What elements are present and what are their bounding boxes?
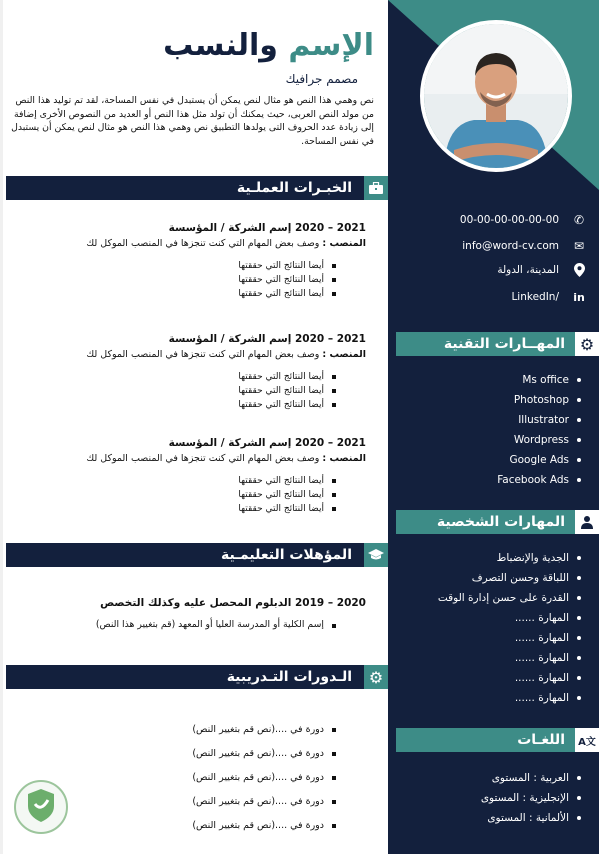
job-result-item: أيضا النتائج التي حققتها — [16, 273, 366, 287]
person-photo-illustration — [424, 24, 568, 168]
job-role-line — [16, 347, 366, 362]
tech-skills-list — [388, 370, 599, 490]
job-results-list — [16, 370, 366, 412]
languages-list — [388, 768, 599, 828]
education-entry — [6, 597, 366, 630]
user-icon — [575, 510, 599, 534]
name-last: والنسب — [163, 28, 278, 63]
personal-skills-header — [396, 510, 599, 534]
experience-title: الخبـرات العملـية — [236, 180, 352, 196]
full-name — [163, 28, 374, 63]
course-item-text: دورة في ....(نص قم بتغيير النص) — [192, 724, 324, 735]
tech-skill-item — [388, 470, 599, 490]
map-pin-icon — [569, 263, 589, 277]
personal-skill-item-text: المهارة ...... — [514, 612, 569, 624]
job-title: مصمم جرافيك — [285, 72, 358, 86]
tech-skill-item — [388, 390, 599, 410]
job-result-item: أيضا النتائج التي حققتها — [16, 502, 366, 516]
location-text: المدينة، الدولة — [497, 264, 559, 276]
tech-skill-item-text: Photoshop — [513, 394, 569, 406]
email-text: info@word-cv.com — [462, 240, 559, 252]
phone-icon: ✆ — [573, 213, 585, 227]
tech-skill-item — [388, 370, 599, 390]
personal-skill-item — [388, 688, 599, 708]
tech-skill-item-text: Ms office — [522, 374, 569, 386]
tech-skills-header — [396, 332, 599, 356]
envelope-icon: ✉ — [573, 239, 585, 253]
personal-skill-item-text: القدرة على حسن إدارة الوقت — [437, 592, 569, 604]
job-entry — [16, 435, 366, 516]
job-title-line: 2021 – 2020 إسم الشركة / المؤسسة — [168, 333, 366, 345]
course-item-text: دورة في ....(نص قم بتغيير النص) — [192, 772, 324, 783]
job-result-item: أيضا النتائج التي حققتها — [16, 488, 366, 502]
course-item — [6, 742, 366, 766]
languages-header — [396, 728, 599, 752]
education-detail-list — [6, 619, 366, 630]
personal-skill-item-text: المهارة ...... — [514, 672, 569, 684]
tech-skills-title: المهــارات التقنية — [443, 336, 565, 352]
language-item — [388, 808, 599, 828]
tech-skill-item-text: Illustrator — [518, 414, 569, 426]
personal-skill-item — [388, 588, 599, 608]
course-item-text: دورة في ....(نص قم بتغيير النص) — [192, 748, 324, 759]
personal-skill-item-text: اللباقة وحسن التصرف — [471, 572, 569, 584]
profile-photo — [420, 20, 572, 172]
language-item-text: العربية : المستوى — [491, 772, 569, 784]
tech-skill-item — [388, 410, 599, 430]
personal-skills-list — [388, 548, 599, 708]
tech-skill-item-text: Wordpress — [513, 434, 569, 446]
courses-title: الـدورات التـدريبية — [226, 669, 352, 685]
job-title-line: 2021 – 2020 إسم الشركة / المؤسسة — [168, 437, 366, 449]
role-label: المنصب : — [322, 453, 366, 464]
personal-skills-title: المهارات الشخصية — [436, 514, 565, 530]
job-entry — [16, 220, 366, 301]
job-result-item: أيضا النتائج التي حققتها — [16, 370, 366, 384]
role-label: المنصب : — [322, 349, 366, 360]
personal-skill-item — [388, 608, 599, 628]
linkedin-text: LinkedIn/ — [511, 291, 559, 303]
role-text: وصف بعض المهام التي كنت تنجزها في المنصب الموكل لك — [86, 453, 323, 464]
tech-skill-item — [388, 430, 599, 450]
job-result-item: أيضا النتائج التي حققتها — [16, 474, 366, 488]
gear-icon: ⚙ — [575, 332, 599, 356]
personal-skill-item-text: المهارة ...... — [514, 632, 569, 644]
role-label: المنصب : — [322, 238, 366, 249]
role-text: وصف بعض المهام التي كنت تنجزها في المنصب الموكل لك — [86, 238, 323, 249]
tech-skill-item — [388, 450, 599, 470]
course-item — [6, 718, 366, 742]
contact-location — [388, 260, 599, 280]
languages-title: اللغـات — [517, 732, 565, 748]
name-first: الإسم — [288, 28, 374, 63]
personal-skill-item-text: الجدية والإنضباط — [496, 552, 569, 564]
course-item-text: دورة في ....(نص قم بتغيير النص) — [192, 820, 324, 831]
job-role-line — [16, 236, 366, 251]
sidebar — [388, 0, 599, 854]
watermark-logo — [14, 780, 68, 834]
course-item-text: دورة في ....(نص قم بتغيير النص) — [192, 796, 324, 807]
job-role-line — [16, 451, 366, 466]
language-icon: A文 — [575, 728, 599, 752]
tech-skill-item-text: Facebook Ads — [497, 474, 569, 486]
language-item-text: الألمانية : المستوى — [487, 812, 569, 824]
job-results-list — [16, 474, 366, 516]
phone-text: 00-00-00-00-00-00 — [459, 214, 559, 226]
briefcase-icon — [364, 176, 388, 200]
contact-linkedin — [388, 287, 599, 307]
tech-skill-item-text: Google Ads — [509, 454, 569, 466]
job-result-item: أيضا النتائج التي حققتها — [16, 384, 366, 398]
job-result-item: أيضا النتائج التي حققتها — [16, 259, 366, 273]
job-entry — [16, 331, 366, 412]
personal-skill-item — [388, 568, 599, 588]
contact-email — [388, 236, 599, 256]
job-results-list — [16, 259, 366, 301]
experience-header — [6, 176, 388, 200]
personal-skill-item-text: المهارة ...... — [514, 652, 569, 664]
personal-skill-item — [388, 628, 599, 648]
job-result-item: أيضا النتائج التي حققتها — [16, 398, 366, 412]
personal-skill-item — [388, 668, 599, 688]
linkedin-icon: in — [573, 290, 585, 304]
graduation-cap-icon — [364, 543, 388, 567]
education-entry-title: 2020 – 2019 الدبلوم المحصل عليه وكذلك التخصص — [100, 597, 366, 609]
role-text: وصف بعض المهام التي كنت تنجزها في المنصب الموكل لك — [86, 349, 323, 360]
personal-skill-item-text: المهارة ...... — [514, 692, 569, 704]
courses-header — [6, 665, 388, 689]
personal-skill-item — [388, 548, 599, 568]
education-detail: إسم الكلية أو المدرسة العليا أو المعهد (قم بتغيير هذا النص) — [6, 619, 366, 630]
education-title: المؤهلات التعليمـية — [221, 547, 352, 563]
profile-summary: نص وهمي هذا النص هو مثال لنص يمكن أن يستبدل في نفس المساحة، لقد تم توليد هذا النص من مولد النص العربى، حيث يمكنك أن تولد مثل هذا النص أو العديد من النصوص الأخرى إضافة إلى زيادة عدد الحروف التى يولدها التطبيق نص وهمي هذا النص هو مثال لنص يمكن أن يستبدل في نفس المساحة. — [11, 95, 374, 147]
job-result-item: أيضا النتائج التي حققتها — [16, 287, 366, 301]
language-item-text: الإنجليزية : المستوى — [480, 792, 569, 804]
gear-icon: ⚙ — [364, 665, 388, 689]
personal-skill-item — [388, 648, 599, 668]
contact-phone — [388, 210, 599, 230]
education-header — [6, 543, 388, 567]
language-item — [388, 768, 599, 788]
job-title-line: 2021 – 2020 إسم الشركة / المؤسسة — [168, 222, 366, 234]
language-item — [388, 788, 599, 808]
